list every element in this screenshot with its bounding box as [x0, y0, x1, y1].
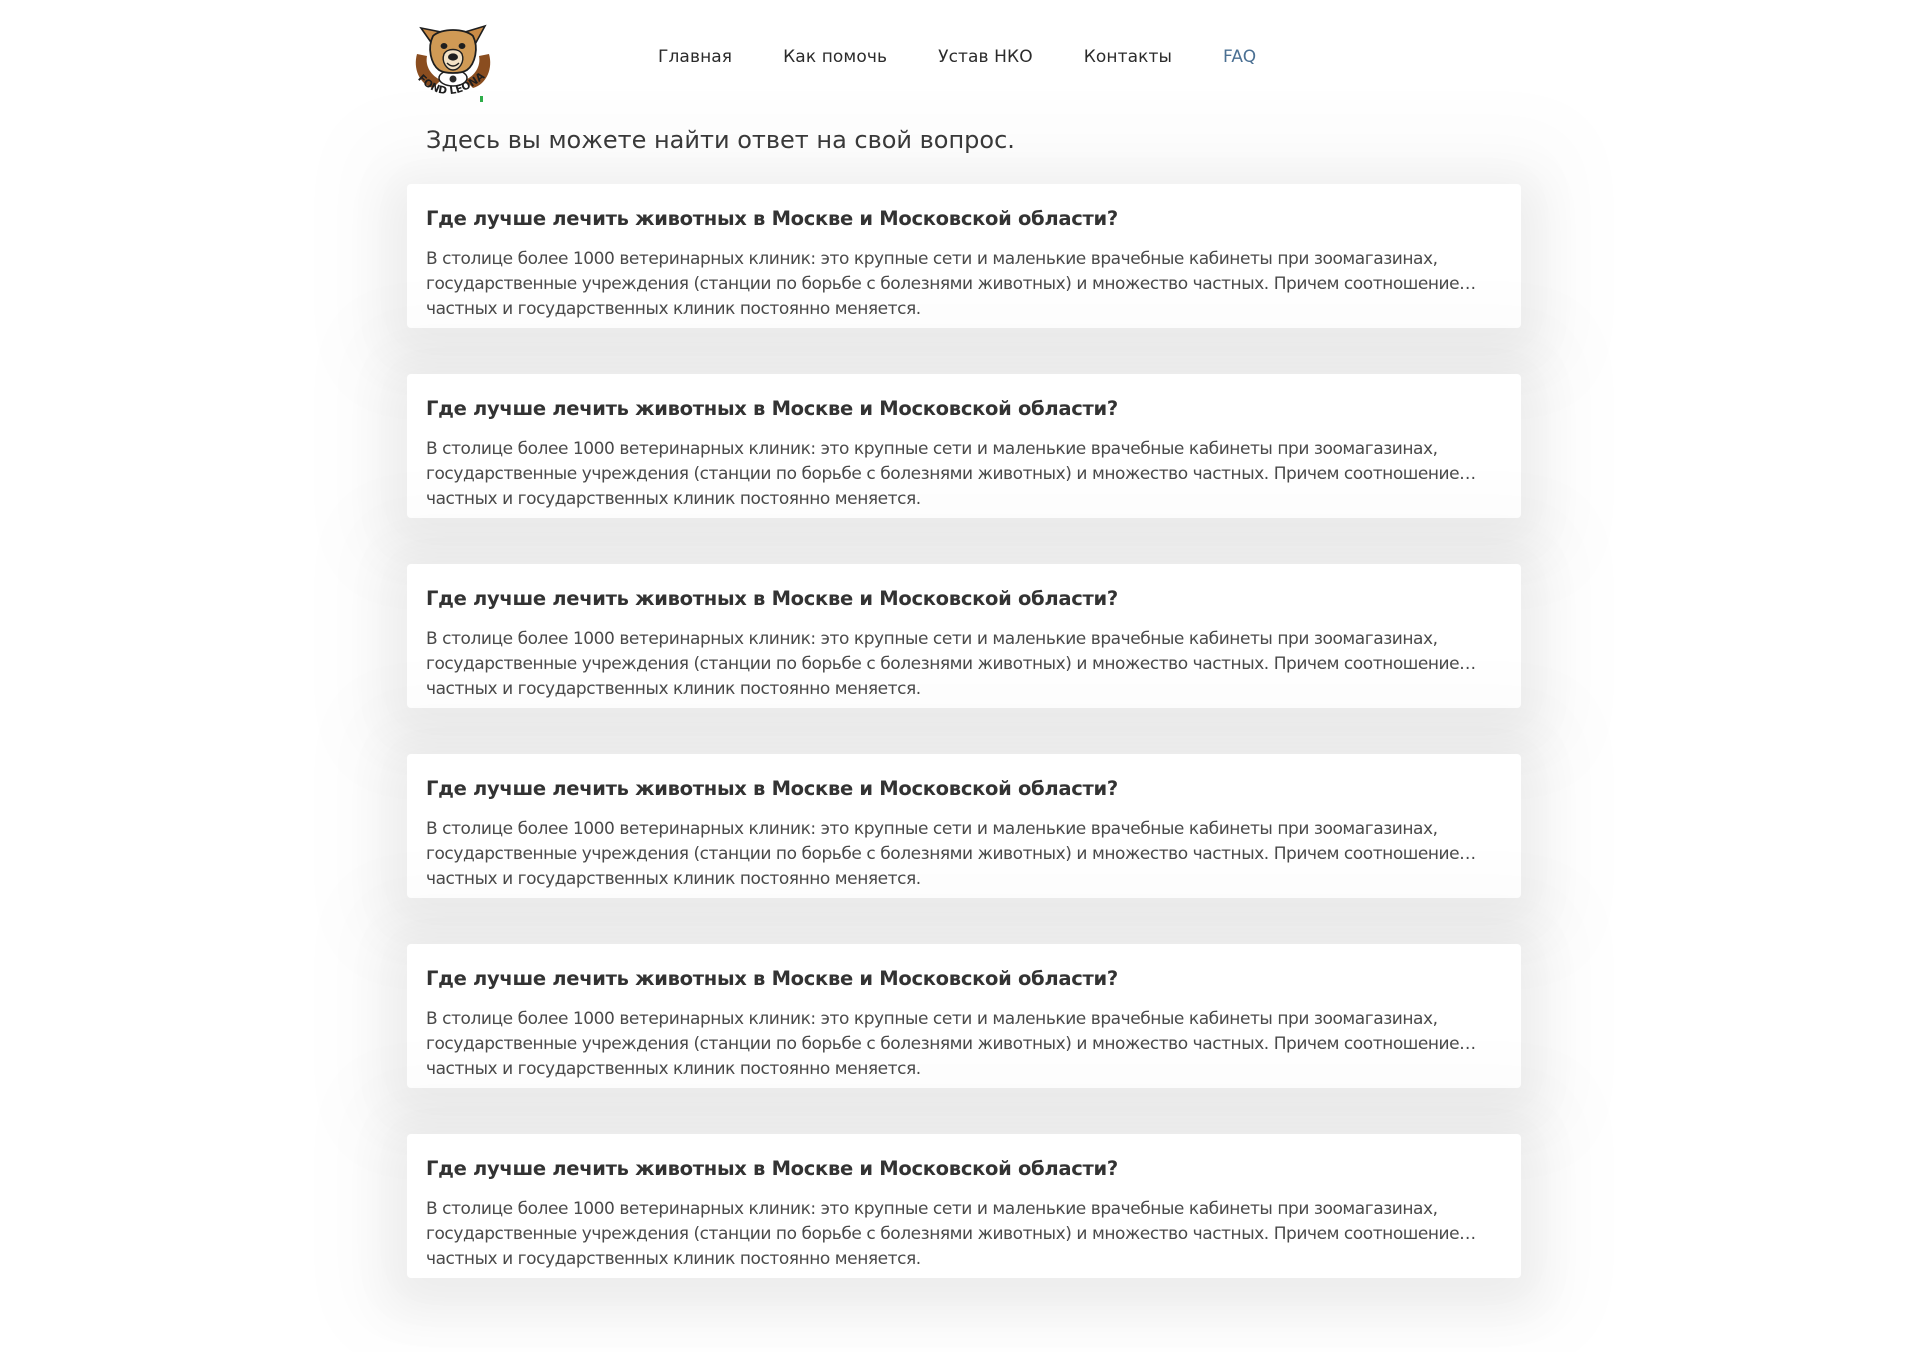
nav-item-faq[interactable]: FAQ: [1223, 47, 1257, 67]
faq-question: Где лучше лечить животных в Москве и Московской области?: [426, 967, 1118, 990]
nav-item-charter[interactable]: Устав НКО: [938, 47, 1033, 67]
faq-question: Где лучше лечить животных в Москве и Московской области?: [426, 397, 1118, 420]
nav-item-home[interactable]: Главная: [658, 47, 733, 67]
faq-question: Где лучше лечить животных в Москве и Московской области?: [426, 587, 1118, 610]
faq-answer: В столице более 1000 ветеринарных клиник: это крупные сети и маленькие врачебные кабинеты при зоомагазинах, государственные учреждения (станции по борьбе с болезнями животных) и множество частных. Причем соотношение частных и государственных клиник постоянно меняется.: [426, 629, 1460, 699]
faq-item[interactable]: [407, 1134, 1521, 1278]
faq-answer: В столице более 1000 ветеринарных клиник: это крупные сети и маленькие врачебные кабинеты при зоомагазинах, государственные учреждения (станции по борьбе с болезнями животных) и множество частных. Причем соотношение частных и государственных клиник постоянно меняется.: [426, 249, 1460, 319]
faq-item[interactable]: [407, 564, 1521, 708]
logo-text-path: FOND LEONA: [415, 70, 488, 98]
faq-item[interactable]: [407, 944, 1521, 1088]
faq-answer: В столице более 1000 ветеринарных клиник: это крупные сети и маленькие врачебные кабинеты при зоомагазинах, государственные учреждения (станции по борьбе с болезнями животных) и множество частных. Причем соотношение частных и государственных клиник постоянно меняется.: [426, 819, 1460, 889]
nav-item-contacts[interactable]: Контакты: [1083, 47, 1173, 67]
page-intro: Здесь вы можете найти ответ на свой вопрос.: [426, 126, 1015, 154]
faq-item[interactable]: [407, 754, 1521, 898]
faq-answer: В столице более 1000 ветеринарных клиник: это крупные сети и маленькие врачебные кабинеты при зоомагазинах, государственные учреждения (станции по борьбе с болезнями животных) и множество частных. Причем соотношение частных и государственных клиник постоянно меняется.: [426, 1199, 1460, 1269]
faq-answer: В столице более 1000 ветеринарных клиник: это крупные сети и маленькие врачебные кабинеты при зоомагазинах, государственные учреждения (станции по борьбе с болезнями животных) и множество частных. Причем соотношение частных и государственных клиник постоянно меняется.: [426, 1009, 1460, 1079]
faq-question: Где лучше лечить животных в Москве и Московской области?: [426, 1157, 1118, 1180]
faq-answer: В столице более 1000 ветеринарных клиник: это крупные сети и маленькие врачебные кабинеты при зоомагазинах, государственные учреждения (станции по борьбе с болезнями животных) и множество частных. Причем соотношение частных и государственных клиник постоянно меняется.: [426, 439, 1460, 509]
faq-question: Где лучше лечить животных в Москве и Московской области?: [426, 207, 1118, 230]
faq-item[interactable]: [407, 374, 1521, 518]
faq-question: Где лучше лечить животных в Москве и Московской области?: [426, 777, 1118, 800]
faq-item[interactable]: [407, 184, 1521, 328]
nav-item-how-to-help[interactable]: Как помочь: [783, 47, 888, 67]
